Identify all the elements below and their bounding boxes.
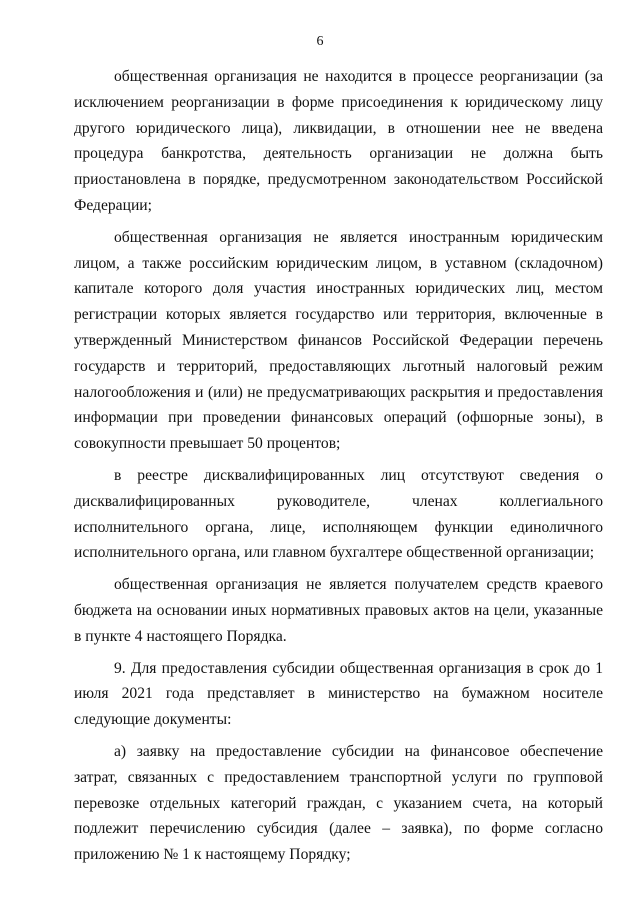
paragraph-item-9a: а) заявку на предоставление субсидии на финансовое обеспечение затрат, связанных с предоставлением транспортной услуги по групповой перевозке отдельных категорий граждан, с указанием счета, на который подлежит перечислению субсидия (далее – заявка), по форме согласно приложению № 1 к настоящему Порядку; bbox=[74, 742, 603, 864]
paragraph-item-9: 9. Для предоставления субсидии общественная организация в срок до 1 июля 2021 года представляет в министерство на бумажном носителе следующие документы: bbox=[74, 659, 603, 729]
page-number: 6 bbox=[316, 34, 324, 49]
paragraph-not-budget-recipient: общественная организация не является получателем средств краевого бюджета на основании иных нормативных правовых актов на цели, указанные в пункте 4 настоящего Порядка. bbox=[74, 576, 603, 645]
paragraph-disqualified-registry: в реестре дисквалифицированных лиц отсутствуют сведения о дисквалифицированных руководителе, членах коллегиального исполнительного органа, лице, исполняющем функции единоличного исполнительного органа, или главном бухгалтере общественной организации; bbox=[74, 466, 603, 562]
document-body bbox=[74, 64, 603, 874]
paragraph-not-foreign-entity: общественная организация не является иностранным юридическим лицом, а также российским юридическим лицом, в уставном (складочном) капитале которого доля участия иностранных юридических лиц, местом регистрации которых является государство или территория, включенные в утвержденный Министерством финансов Российской Федерации перечень государств и территорий, предоставляющих льготный налоговый режим налогообложения и (или) не предусматривающих раскрытия и предоставления информации при проведении финансовых операций (офшорные зоны), в совокупности превышает 50 процентов; bbox=[74, 228, 603, 453]
paragraph-not-in-reorganization: общественная организация не находится в процессе реорганизации (за исключением реорганизации в форме присоединения к юридическому лицу другого юридического лица), ликвидации, в отношении нее не введена процедура банкротства, деятельность организации не должна быть приостановлена в порядке, предусмотренном законодательством Российской Федерации; bbox=[74, 68, 603, 214]
